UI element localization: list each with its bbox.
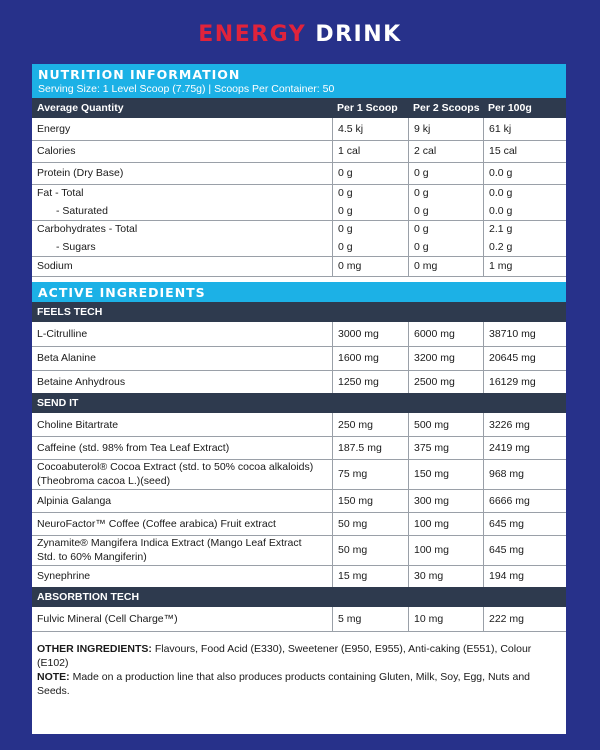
value-per-1-scoop: 0 g xyxy=(338,223,353,235)
value-per-100g-cell xyxy=(483,436,567,459)
value-per-1-scoop: 0 g xyxy=(338,241,353,253)
table-row xyxy=(32,489,566,513)
table-row xyxy=(32,512,566,536)
value-per-100g-cell xyxy=(483,184,567,220)
other-ingredients-text: Flavours, Food Acid (E330), Sweetener (E950, E955), Anti-caking (E551), Colour (E102) xyxy=(37,643,532,669)
value-per-1-scoop-cell xyxy=(332,512,409,535)
value-per-2-scoops: 500 mg xyxy=(414,418,450,431)
row-label: Cocoabuterol® Cocoa Extract (std. to 50% cocoa alkaloids) xyxy=(37,461,314,473)
value-per-1-scoop: 250 mg xyxy=(338,418,374,431)
value-per-1-scoop-cell xyxy=(332,220,409,256)
section-title: SEND IT xyxy=(37,397,79,409)
value-per-2-scoops: 9 kj xyxy=(414,123,431,135)
value-per-2-scoops: 375 mg xyxy=(414,441,450,454)
value-per-100g-cell xyxy=(483,512,567,535)
section-header xyxy=(32,302,566,322)
value-per-1-scoop-cell xyxy=(332,118,409,140)
value-per-1-scoop-cell xyxy=(332,322,409,346)
value-per-100g-cell xyxy=(483,322,567,346)
value-per-100g: 15 cal xyxy=(489,145,518,157)
row-label-cell xyxy=(32,184,332,220)
value-per-1-scoop: 50 mg xyxy=(338,517,368,530)
value-per-2-scoops: 300 mg xyxy=(414,494,450,507)
value-per-2-scoops-cell xyxy=(408,607,484,631)
value-per-100g: 645 mg xyxy=(489,544,525,556)
value-per-100g: 0.2 g xyxy=(489,241,513,253)
row-label: L-Citrulline xyxy=(37,328,88,340)
table-row xyxy=(32,565,566,588)
value-per-1-scoop: 4.5 kj xyxy=(338,123,364,135)
value-per-2-scoops-cell xyxy=(408,322,484,346)
col-per-100g: Per 100g xyxy=(488,102,532,114)
title-drink: DRINK xyxy=(315,22,402,47)
value-per-1-scoop: 1 cal xyxy=(338,145,361,157)
table-row xyxy=(32,436,566,460)
value-per-1-scoop-cell xyxy=(332,140,409,162)
value-per-1-scoop: 187.5 mg xyxy=(338,441,382,454)
table-row xyxy=(32,162,566,185)
value-per-2-scoops-cell xyxy=(408,370,484,393)
value-per-2-scoops-cell xyxy=(408,565,484,587)
value-per-1-scoop: 0 g xyxy=(338,167,353,179)
value-per-1-scoop-cell xyxy=(332,162,409,184)
row-label: NeuroFactor™ Coffee (Coffee arabica) Fruit extract xyxy=(37,517,276,530)
table-row xyxy=(32,118,566,141)
section-title: FEELS TECH xyxy=(37,306,103,318)
value-per-2-scoops-cell xyxy=(408,436,484,459)
value-per-2-scoops: 0 g xyxy=(414,187,429,199)
value-per-100g: 2419 mg xyxy=(489,441,530,454)
row-label: Caffeine (std. 98% from Tea Leaf Extract) xyxy=(37,441,230,454)
row-label-cell xyxy=(32,607,332,631)
value-per-2-scoops-cell xyxy=(408,118,484,140)
row-label: Beta Alanine xyxy=(37,352,96,364)
table-row xyxy=(32,535,566,566)
serving-info: Serving Size: 1 Level Scoop (7.75g) | Scoops Per Container: 50 xyxy=(38,83,335,95)
value-per-100g: 16129 mg xyxy=(489,375,536,388)
value-per-100g: 645 mg xyxy=(489,517,525,530)
value-per-100g-cell xyxy=(483,535,567,565)
value-per-2-scoops: 30 mg xyxy=(414,570,444,582)
footer-notes xyxy=(37,642,557,698)
value-per-100g: 20645 mg xyxy=(489,352,536,364)
table-row xyxy=(32,140,566,163)
row-label: Zynamite® Mangifera Indica Extract (Mango Leaf Extract xyxy=(37,537,302,549)
value-per-1-scoop-cell xyxy=(332,607,409,631)
value-per-100g: 0.0 g xyxy=(489,187,513,199)
value-per-1-scoop: 50 mg xyxy=(338,544,368,556)
value-per-100g: 0.0 g xyxy=(489,167,513,179)
value-per-100g: 3226 mg xyxy=(489,418,530,431)
row-label-cell xyxy=(32,140,332,162)
value-per-2-scoops-cell xyxy=(408,346,484,370)
nutrition-heading: NUTRITION INFORMATION xyxy=(38,67,241,82)
value-per-1-scoop-cell xyxy=(332,184,409,220)
value-per-1-scoop: 0 g xyxy=(338,205,353,217)
value-per-100g-cell xyxy=(483,459,567,489)
value-per-1-scoop: 75 mg xyxy=(338,468,368,480)
row-label-cell xyxy=(32,436,332,459)
row-label: (Theobroma cacoa L.)(seed) xyxy=(37,475,171,487)
value-per-100g-cell xyxy=(483,162,567,184)
row-label-cell xyxy=(32,512,332,535)
value-per-1-scoop: 5 mg xyxy=(338,613,362,625)
table-row xyxy=(32,607,566,632)
value-per-1-scoop-cell xyxy=(332,346,409,370)
value-per-100g: 1 mg xyxy=(489,260,513,272)
row-label: Std. to 60% Mangiferin) xyxy=(37,551,147,563)
row-label-cell xyxy=(32,565,332,587)
title-energy: ENERGY xyxy=(198,22,307,47)
value-per-2-scoops-cell xyxy=(408,220,484,256)
value-per-2-scoops: 0 mg xyxy=(414,260,438,272)
value-per-100g: 0.0 g xyxy=(489,205,513,217)
value-per-1-scoop-cell xyxy=(332,370,409,393)
value-per-2-scoops-cell xyxy=(408,489,484,512)
value-per-100g: 194 mg xyxy=(489,570,525,582)
value-per-2-scoops: 6000 mg xyxy=(414,328,455,340)
row-label-cell xyxy=(32,220,332,256)
active-heading: ACTIVE INGREDIENTS xyxy=(38,285,206,300)
value-per-2-scoops: 100 mg xyxy=(414,544,450,556)
row-label: Betaine Anhydrous xyxy=(37,375,126,388)
value-per-100g-cell xyxy=(483,489,567,512)
row-label-cell xyxy=(32,459,332,489)
row-label: Fat - Total xyxy=(37,187,84,199)
value-per-2-scoops-cell xyxy=(408,459,484,489)
value-per-2-scoops-cell xyxy=(408,535,484,565)
value-per-100g: 61 kj xyxy=(489,123,512,135)
value-per-100g-cell xyxy=(483,346,567,370)
row-label: Energy xyxy=(37,123,71,135)
allergen-note xyxy=(37,670,557,698)
col-per-1-scoop: Per 1 Scoop xyxy=(337,102,398,114)
note-label: NOTE: xyxy=(37,671,70,683)
value-per-2-scoops-cell xyxy=(408,140,484,162)
row-label: Sodium xyxy=(37,260,73,272)
table-row xyxy=(32,413,566,437)
value-per-100g: 222 mg xyxy=(489,613,525,625)
row-label: Fulvic Mineral (Cell Charge™) xyxy=(37,613,178,625)
row-label: Alpinia Galanga xyxy=(37,494,112,507)
table-row xyxy=(32,322,566,347)
value-per-100g-cell xyxy=(483,140,567,162)
value-per-1-scoop: 0 g xyxy=(338,187,353,199)
value-per-100g-cell xyxy=(483,413,567,436)
table-row xyxy=(32,346,566,371)
table-row xyxy=(32,184,566,221)
row-label: Carbohydrates - Total xyxy=(37,223,138,235)
value-per-2-scoops: 3200 mg xyxy=(414,352,455,364)
row-label: Synephrine xyxy=(37,570,91,582)
value-per-1-scoop-cell xyxy=(332,565,409,587)
row-label: Protein (Dry Base) xyxy=(37,167,124,179)
row-label-cell xyxy=(32,346,332,370)
value-per-1-scoop: 3000 mg xyxy=(338,328,379,340)
value-per-2-scoops: 0 g xyxy=(414,205,429,217)
value-per-100g-cell xyxy=(483,607,567,631)
row-label-cell xyxy=(32,162,332,184)
table-row xyxy=(32,220,566,257)
section-header xyxy=(32,587,566,607)
value-per-1-scoop-cell xyxy=(332,256,409,276)
table-row xyxy=(32,459,566,490)
row-label-cell xyxy=(32,118,332,140)
value-per-100g: 6666 mg xyxy=(489,494,530,507)
value-per-1-scoop: 0 mg xyxy=(338,260,362,272)
value-per-2-scoops-cell xyxy=(408,413,484,436)
note-text: Made on a production line that also produces products containing Gluten, Milk, Soy, Egg, Nuts and Seeds. xyxy=(37,671,530,697)
value-per-100g-cell xyxy=(483,220,567,256)
value-per-2-scoops: 100 mg xyxy=(414,517,450,530)
row-label-cell xyxy=(32,370,332,393)
value-per-1-scoop-cell xyxy=(332,489,409,512)
value-per-100g: 968 mg xyxy=(489,468,525,480)
value-per-2-scoops: 2 cal xyxy=(414,145,437,157)
value-per-100g-cell xyxy=(483,370,567,393)
other-ingredients-label: OTHER INGREDIENTS: xyxy=(37,643,152,655)
value-per-1-scoop: 1600 mg xyxy=(338,352,379,364)
row-label-cell xyxy=(32,322,332,346)
value-per-2-scoops: 10 mg xyxy=(414,613,444,625)
value-per-2-scoops: 2500 mg xyxy=(414,375,455,388)
value-per-2-scoops: 0 g xyxy=(414,167,429,179)
row-label-cell xyxy=(32,413,332,436)
value-per-100g: 38710 mg xyxy=(489,328,536,340)
value-per-100g-cell xyxy=(483,118,567,140)
value-per-2-scoops-cell xyxy=(408,184,484,220)
row-label: Choline Bitartrate xyxy=(37,418,119,431)
row-label-cell xyxy=(32,535,332,565)
col-average-quantity: Average Quantity xyxy=(37,102,124,114)
value-per-1-scoop: 1250 mg xyxy=(338,375,379,388)
row-label: Calories xyxy=(37,145,76,157)
row-label: - Sugars xyxy=(56,241,96,253)
value-per-100g: 2.1 g xyxy=(489,223,513,235)
section-header xyxy=(32,393,566,413)
row-label: - Saturated xyxy=(56,205,108,217)
section-title: ABSORBTION TECH xyxy=(37,591,140,603)
active-heading-bar xyxy=(32,282,566,302)
column-header-row xyxy=(32,98,566,118)
value-per-2-scoops-cell xyxy=(408,162,484,184)
value-per-100g-cell xyxy=(483,256,567,276)
nutrition-panel xyxy=(32,64,566,734)
value-per-2-scoops: 0 g xyxy=(414,223,429,235)
value-per-2-scoops: 0 g xyxy=(414,241,429,253)
value-per-1-scoop-cell xyxy=(332,535,409,565)
other-ingredients xyxy=(37,642,557,670)
page-title xyxy=(0,22,600,47)
table-row xyxy=(32,256,566,277)
col-per-2-scoops: Per 2 Scoops xyxy=(413,102,480,114)
value-per-2-scoops: 150 mg xyxy=(414,468,450,480)
value-per-1-scoop-cell xyxy=(332,413,409,436)
row-label-cell xyxy=(32,489,332,512)
value-per-1-scoop-cell xyxy=(332,459,409,489)
value-per-1-scoop: 150 mg xyxy=(338,494,374,507)
value-per-100g-cell xyxy=(483,565,567,587)
value-per-1-scoop-cell xyxy=(332,436,409,459)
nutrition-heading-bar xyxy=(32,64,566,98)
value-per-2-scoops-cell xyxy=(408,512,484,535)
value-per-2-scoops-cell xyxy=(408,256,484,276)
table-row xyxy=(32,370,566,394)
row-label-cell xyxy=(32,256,332,276)
value-per-1-scoop: 15 mg xyxy=(338,570,368,582)
